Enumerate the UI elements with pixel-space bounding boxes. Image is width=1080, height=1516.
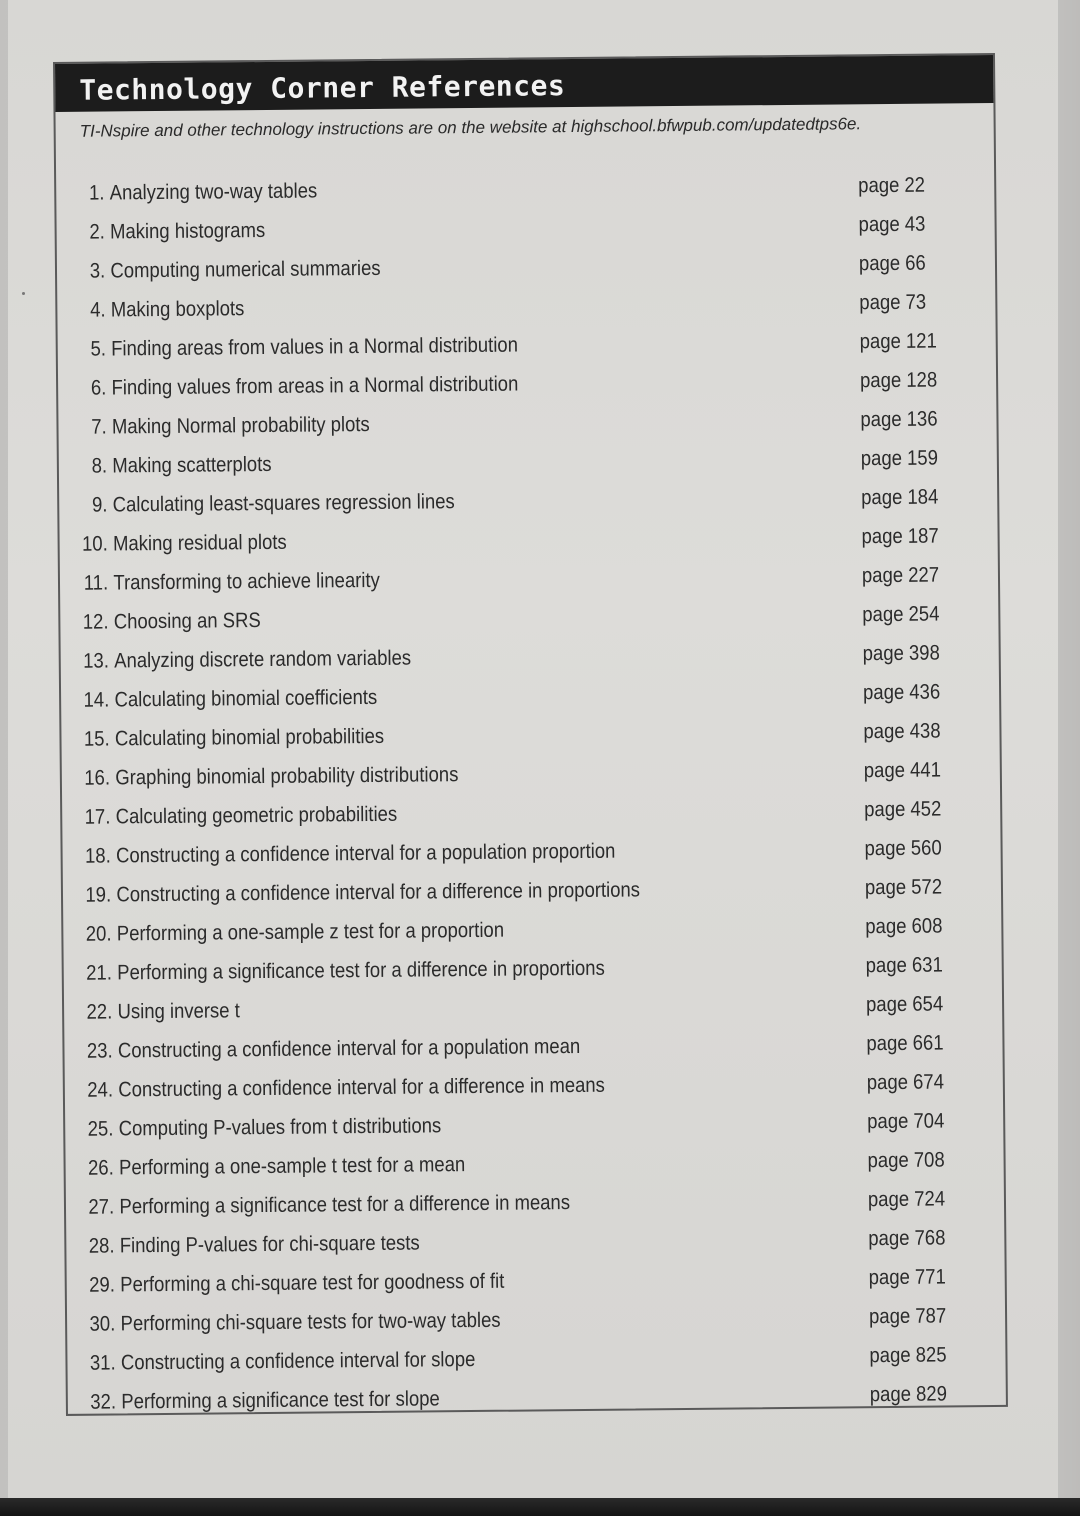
entry-label: Computing numerical summaries (110, 256, 381, 283)
entry-label: Making histograms (109, 218, 266, 244)
reference-entry (79, 523, 286, 564)
entry-number: 8. (91, 454, 108, 478)
entry-page-reference: page 787 (868, 1304, 947, 1329)
entry-number: 2. (89, 220, 105, 244)
reference-entry (87, 1301, 501, 1344)
reference-entry (82, 832, 615, 876)
header-bar (55, 55, 993, 112)
entry-label: Finding P-values for chi-square tests (119, 1231, 420, 1258)
entry-page-reference: page 829 (869, 1382, 948, 1407)
entry-page-reference: page 572 (864, 875, 943, 900)
entry-page-reference: page 436 (862, 680, 941, 705)
reference-entry (86, 1224, 420, 1266)
entry-number: 30. (89, 1312, 116, 1336)
entry-page-reference: page 825 (869, 1343, 947, 1368)
reference-entry (78, 405, 370, 447)
entry-number: 4. (90, 298, 106, 322)
page-edge-shadow (0, 1498, 1080, 1516)
entry-label: Making scatterplots (112, 452, 272, 478)
reference-entry (79, 445, 272, 486)
entry-number: 1. (88, 181, 105, 205)
entry-label: Computing P-values from t distributions (118, 1114, 442, 1141)
entry-number: 17. (84, 805, 111, 829)
entry-number: 29. (89, 1273, 116, 1297)
reference-entry (82, 795, 397, 837)
entry-label: Finding values from areas in a Normal distribution (111, 372, 519, 400)
entry-number: 9. (91, 493, 108, 517)
reference-entry (85, 1106, 441, 1148)
entry-number: 7. (91, 415, 107, 439)
entry-page-reference: page 608 (865, 914, 943, 939)
entry-page-reference: page 184 (861, 485, 939, 510)
box-title: Technology Corner References (79, 69, 566, 107)
entry-page-reference: page 708 (867, 1148, 945, 1173)
entry-page-reference: page 452 (864, 797, 942, 822)
reference-entry (79, 482, 455, 525)
reference-entry (80, 561, 380, 603)
entry-number: 11. (83, 571, 109, 595)
reference-box (53, 53, 1008, 1416)
entry-number: 6. (90, 376, 107, 400)
entry-number: 15. (83, 727, 110, 751)
entry-label: Calculating least-squares regression lines (112, 490, 455, 517)
entry-number: 5. (90, 337, 107, 361)
entry-number: 18. (84, 844, 111, 868)
entry-page-reference: page 724 (867, 1187, 946, 1212)
entry-page-reference: page 398 (862, 641, 940, 666)
reference-entry (85, 1066, 605, 1110)
entry-number: 32. (90, 1390, 117, 1414)
entry-label: Finding areas from values in a Normal distribution (111, 333, 519, 361)
entry-label: Making boxplots (110, 297, 245, 322)
entry-label: Calculating binomial probabilities (114, 724, 385, 751)
entry-number: 25. (87, 1117, 114, 1141)
entry-label: Calculating binomial coefficients (114, 685, 378, 712)
entry-label: Transforming to achieve linearity (113, 568, 380, 595)
reference-entry (78, 365, 519, 408)
reference-entry (77, 249, 381, 291)
entry-label: Calculating geometric probabilities (115, 802, 398, 829)
entry-label: Using inverse t (117, 999, 240, 1024)
entry-page-reference: page 159 (860, 446, 939, 471)
entry-label: Performing a chi-square test for goodness of fit (120, 1269, 505, 1297)
entry-label: Performing a significance test for a difference in means (119, 1191, 571, 1219)
entry-number: 22. (86, 1000, 113, 1024)
entry-page-reference: page 560 (864, 836, 942, 861)
entry-label: Performing a significance test for a difference in proportions (117, 956, 605, 985)
reference-entry (83, 911, 504, 954)
entry-page-reference: page 441 (863, 758, 942, 783)
entry-page-reference: page 438 (863, 719, 941, 744)
box-subtitle: TI-Nspire and other technology instructions are on the website at highschool.bfwpub.com/updatedtps6e. (79, 114, 862, 141)
entry-number: 3. (89, 259, 106, 283)
entry-label: Performing a significance test for slope (121, 1387, 440, 1414)
reference-entry (87, 1340, 475, 1383)
entry-page-reference: page 254 (862, 602, 940, 627)
reference-entry (77, 289, 244, 330)
entry-label: Choosing an SRS (113, 609, 261, 634)
reference-entry (81, 717, 384, 759)
entry-number: 23. (86, 1039, 113, 1063)
entry-page-reference: page 73 (859, 290, 927, 315)
entry-page-reference: page 227 (861, 563, 940, 588)
reference-entry (87, 1262, 505, 1305)
reference-entry (84, 1027, 580, 1071)
entry-number: 16. (84, 766, 111, 790)
entry-label: Constructing a confidence interval for a population proportion (115, 839, 616, 868)
entry-number: 19. (85, 883, 112, 907)
entry-label: Analyzing discrete random variables (114, 646, 412, 673)
entry-page-reference: page 187 (861, 524, 939, 549)
entry-page-reference: page 43 (858, 212, 926, 237)
entry-label: Constructing a confidence interval for a difference in proportions (116, 878, 641, 907)
entry-page-reference: page 631 (865, 953, 943, 978)
entry-label: Analyzing two-way tables (109, 179, 318, 205)
entry-number: 12. (82, 610, 109, 634)
reference-entry (82, 755, 459, 798)
entry-number: 31. (89, 1351, 116, 1375)
entry-label: Making residual plots (112, 530, 287, 556)
page-speck (22, 292, 25, 295)
entry-label: Performing a one-sample z test for a proportion (116, 918, 505, 946)
reference-entry (76, 211, 265, 252)
entry-label: Constructing a confidence interval for a population mean (117, 1034, 581, 1063)
entry-number: 10. (81, 532, 108, 556)
entry-number: 24. (87, 1078, 114, 1102)
entry-page-reference: page 654 (865, 992, 944, 1017)
entry-label: Performing chi-square tests for two-way tables (120, 1308, 501, 1336)
entry-page-reference: page 674 (866, 1070, 945, 1095)
entry-page-reference: page 768 (868, 1226, 946, 1251)
entry-number: 28. (88, 1234, 115, 1258)
entry-label: Constructing a confidence interval for slope (120, 1348, 476, 1375)
reference-entry (81, 678, 377, 720)
entry-number: 21. (86, 961, 113, 985)
entry-page-reference: page 136 (860, 407, 938, 432)
entry-page-reference: page 128 (859, 368, 938, 393)
reference-entry (84, 949, 605, 993)
reference-entry (81, 639, 412, 681)
entry-label: Performing a one-sample t test for a mean (118, 1153, 466, 1180)
entry-number: 13. (83, 649, 110, 673)
entry-label: Graphing binomial probability distributions (115, 763, 459, 790)
entry-label: Constructing a confidence interval for a difference in means (118, 1073, 605, 1102)
entry-page-reference: page 704 (867, 1109, 945, 1134)
reference-entry (85, 1145, 465, 1188)
reference-entry (80, 601, 261, 642)
entry-number: 26. (87, 1156, 114, 1180)
reference-entry (76, 171, 317, 212)
reference-entry (86, 1183, 570, 1227)
entry-number: 27. (88, 1195, 115, 1219)
entry-number: 14. (83, 688, 110, 712)
entry-page-reference: page 66 (858, 251, 926, 276)
entry-page-reference: page 661 (866, 1031, 944, 1056)
reference-entry (84, 991, 240, 1031)
entry-page-reference: page 771 (868, 1265, 946, 1290)
entry-label: Making Normal probability plots (111, 412, 370, 439)
reference-entry (88, 1379, 440, 1421)
reference-entry (83, 870, 640, 914)
reference-list (56, 165, 1006, 1422)
entry-page-reference: page 22 (858, 173, 926, 198)
reference-entry (78, 326, 519, 369)
entry-number: 20. (85, 922, 112, 946)
entry-page-reference: page 121 (859, 329, 937, 354)
